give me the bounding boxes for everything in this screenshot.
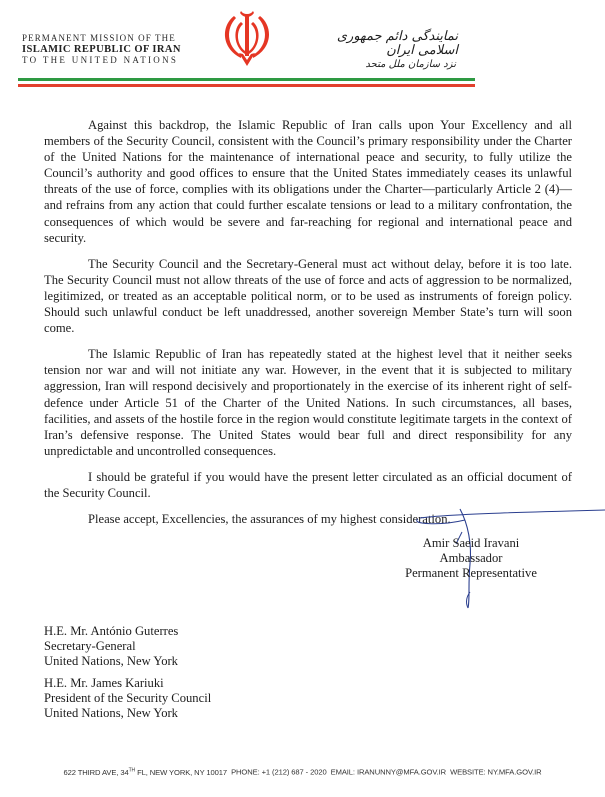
address-sup: TH: [128, 767, 136, 773]
signatory-title: Ambassador: [439, 551, 503, 565]
red-stripe: [18, 84, 475, 87]
paragraph: The Islamic Republic of Iran has repeatedly stated at the highest level that it neither seeks tension nor war and will not initiate any war. However, in the event that it is subjected to military aggression, Iran will respond decisively and proportionately in the exercise of its inherent right of self-defence under Article 51 of the Charter of the United Nations. In such circumstances, all bases, facilities, and assets of the hostile force in the region would constitute legitimate targets in the context of Iran’s defensive response. The United States would bear full and direct responsibility for any unpredictable and uncontrolled consequences.: [44, 347, 572, 458]
persian-line-2: نزد سازمان ملل متحد: [365, 59, 456, 70]
signature-block: [396, 536, 546, 581]
addressee-line: H.E. Mr. António Guterres: [44, 624, 179, 638]
addressee-line: President of the Security Council: [44, 691, 212, 705]
letterhead-persian: [308, 30, 458, 72]
footer-contact: [0, 767, 605, 777]
letter-body: [44, 117, 572, 532]
paragraph: I should be grateful if you would have the present letter circulated as an official document of the Security Council.: [44, 469, 572, 500]
addressees: [44, 624, 211, 728]
addressee-line: United Nations, New York: [44, 654, 178, 668]
iran-emblem-icon: [221, 8, 273, 68]
addressee-council-president: [44, 676, 211, 721]
letterhead-line-3: TO THE UNITED NATIONS: [22, 55, 179, 65]
addressee-line: United Nations, New York: [44, 706, 178, 720]
letterhead: [0, 0, 605, 100]
address-suffix: FL, NEW YORK, NY 10017: [135, 767, 228, 777]
signatory-position: Permanent Representative: [405, 566, 537, 580]
footer-email: EMAIL: IRANUNNY@MFA.GOV.IR: [330, 767, 447, 777]
letterhead-line-1: PERMANENT MISSION OF THE: [22, 33, 176, 43]
closing-paragraph: Please accept, Excellencies, the assurances of my highest consideration.: [88, 512, 451, 527]
paragraph: The Security Council and the Secretary-General must act without delay, before it is too late. The Security Council must not allow threats of the use of force and acts of aggression to be normalized, legitimized, or treated as an acceptable political norm, or to be used as instruments of foreign policy. Should such unlawful conduct be left unaddressed, another sovereign Member State’s turn will soon come.: [44, 256, 572, 336]
persian-line-1: نمایندگی دائم جمهوری اسلامی ایران: [336, 29, 458, 58]
green-stripe: [18, 78, 475, 81]
letterhead-line-2: ISLAMIC REPUBLIC OF IRAN: [22, 44, 181, 55]
signatory-name: Amir Saeid Iravani: [422, 536, 520, 550]
footer-address: [63, 768, 227, 777]
addressee-line: Secretary-General: [44, 639, 136, 653]
letterhead-english: [22, 33, 181, 66]
paragraph: Against this backdrop, the Islamic Republic of Iran calls upon Your Excellency and all members of the Security Council, consistent with the Council’s primary responsibility under the Charter of the United Nations for the maintenance of international peace and security, to fully utilize the Council’s authority and good offices to ensure that the United States immediately ceases its unlawful threats of the use of force, complies with its obligations under the Charter—particularly Article 2 (4)—and refrains from any action that could further escalate tensions or lead to a military confrontation, the consequences of which would be severe and far-reaching for regional and international peace and security.: [44, 118, 572, 245]
footer-phone: PHONE: +1 (212) 687 - 2020: [231, 767, 327, 777]
address-prefix: 622 THIRD AVE, 34: [63, 767, 129, 777]
addressee-secretary-general: [44, 624, 211, 669]
addressee-line: H.E. Mr. James Kariuki: [44, 676, 164, 690]
footer-website: WEBSITE: NY.MFA.GOV.IR: [450, 767, 542, 777]
